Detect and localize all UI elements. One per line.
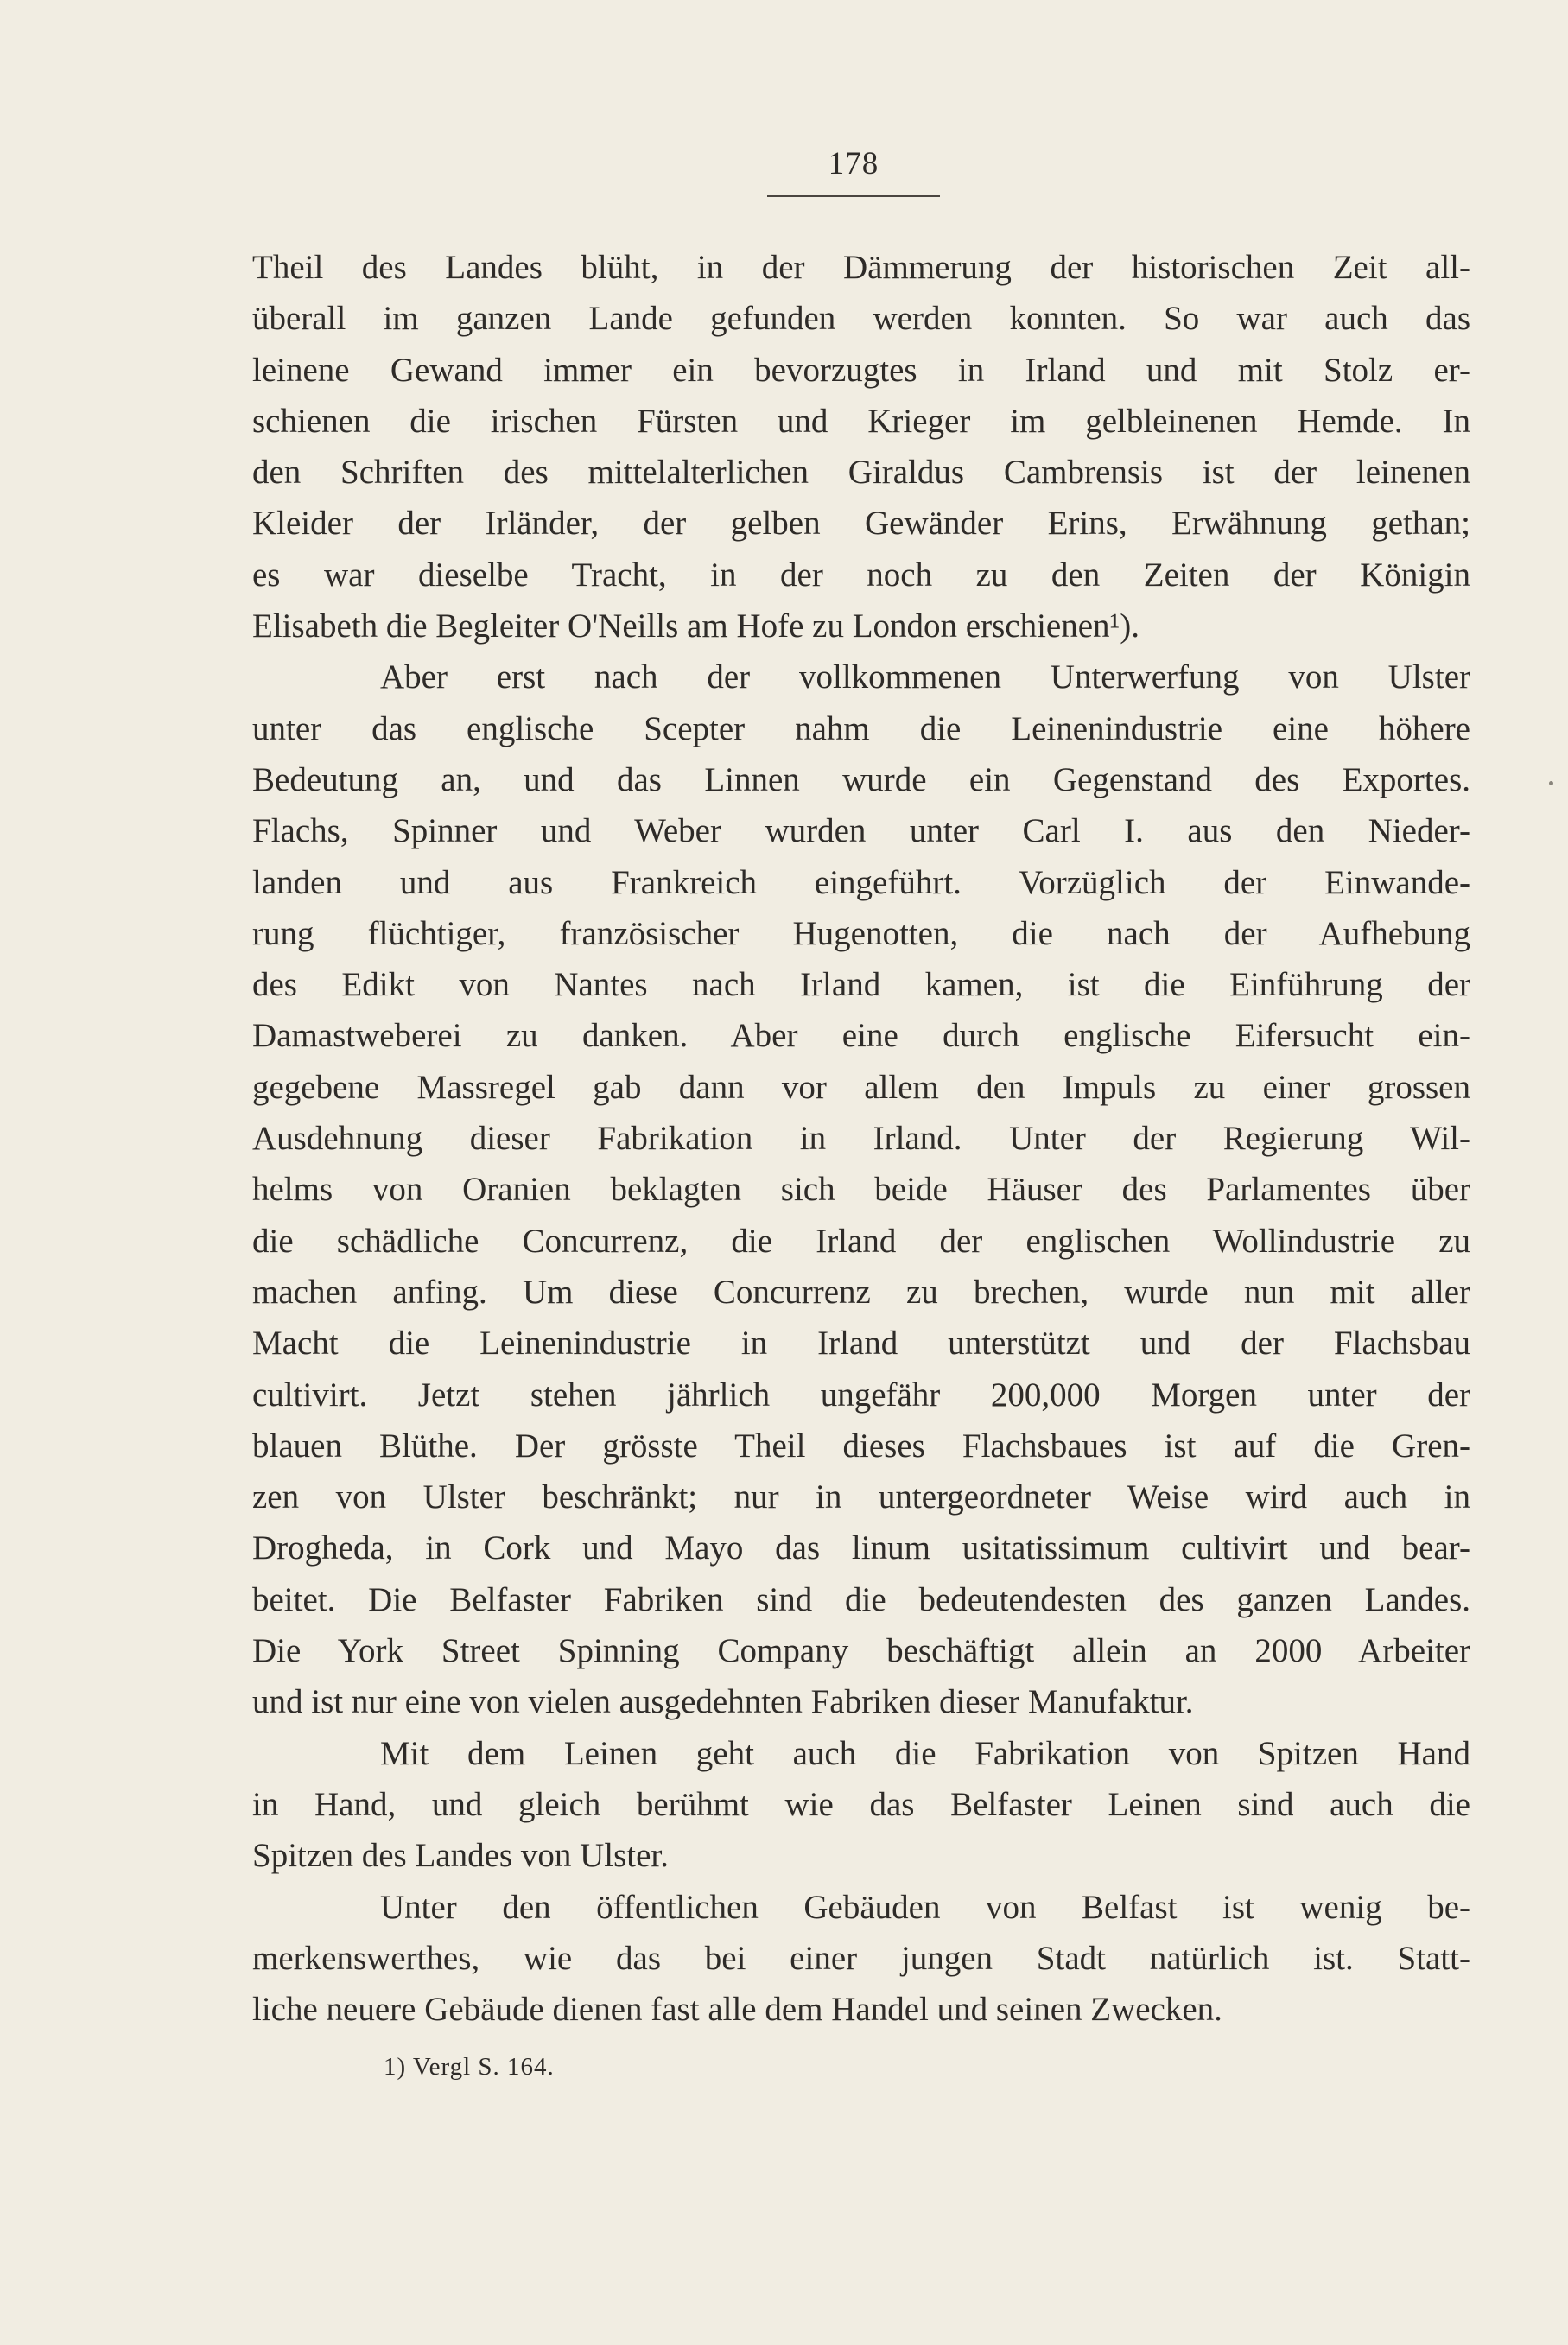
text-line: überall im ganzen Lande gefunden werden konnten. So war auch das <box>252 300 1470 338</box>
text-line: liche neuere Gebäude dienen fast alle dem Handel und seinen Zwecken. <box>252 1991 1222 2029</box>
margin-speck <box>1549 781 1553 785</box>
text-line: Bedeutung an, und das Linnen wurde ein Gegenstand des Exportes. <box>252 760 1470 798</box>
text-line: unter das englische Scepter nahm die Leinenindustrie eine höhere <box>252 709 1470 747</box>
text-line: rung flüchtiger, französischer Hugenotten, die nach der Aufhebung <box>252 914 1470 952</box>
text-line: Drogheda, in Cork und Mayo das linum usitatissimum cultivirt und bear- <box>252 1529 1470 1567</box>
text-line: Ausdehnung dieser Fabrikation in Irland. Unter der Regierung Wil- <box>252 1120 1470 1158</box>
text-line: beitet. Die Belfaster Fabriken sind die bedeutendesten des ganzen Landes. <box>252 1580 1470 1618</box>
page-number: 178 <box>828 146 879 181</box>
footnote: 1) Vergl S. 164. <box>384 2053 555 2081</box>
text-line: den Schriften des mittelalterlichen Giraldus Cambrensis ist der leinenen <box>252 454 1470 492</box>
text-line: landen und aus Frankreich eingeführt. Vorzüglich der Einwande- <box>252 863 1470 901</box>
text-line: Flachs, Spinner und Weber wurden unter Carl I. aus den Nieder- <box>252 812 1470 850</box>
text-line: des Edikt von Nantes nach Irland kamen, ist die Einführung der <box>252 966 1470 1004</box>
text-line: die schädliche Concurrenz, die Irland der englischen Wollindustrie zu <box>252 1222 1470 1260</box>
text-line: und ist nur eine von vielen ausgedehnten Fabriken dieser Manufaktur. <box>252 1683 1194 1721</box>
text-line: helms von Oranien beklagten sich beide Häuser des Parlamentes über <box>252 1171 1470 1209</box>
text-line: Aber erst nach der vollkommenen Unterwerfung von Ulster <box>380 658 1470 696</box>
text-line: gegebene Massregel gab dann vor allem den Impuls zu einer grossen <box>252 1068 1470 1106</box>
text-line: schienen die irischen Fürsten und Krieger im gelbleinenen Hemde. In <box>252 402 1470 440</box>
text-line: Macht die Leinenindustrie in Irland unterstützt und der Flachsbau <box>252 1325 1470 1363</box>
text-line: Theil des Landes blüht, in der Dämmerung der historischen Zeit all- <box>252 249 1470 286</box>
text-line: zen von Ulster beschränkt; nur in untergeordneter Weise wird auch in <box>252 1478 1470 1516</box>
text-line: Elisabeth die Begleiter O'Neills am Hofe zu London erschienen¹). <box>252 607 1139 645</box>
text-line: Die York Street Spinning Company beschäftigt allein an 2000 Arbeiter <box>252 1632 1470 1670</box>
text-line: blauen Blüthe. Der grösste Theil dieses Flachsbaues ist auf die Gren- <box>252 1427 1470 1465</box>
text-line: Damastweberei zu danken. Aber eine durch englische Eifersucht ein- <box>252 1017 1470 1055</box>
text-line: es war dieselbe Tracht, in der noch zu den Zeiten der Königin <box>252 556 1470 594</box>
text-line: machen anfing. Um diese Concurrenz zu brechen, wurde nun mit aller <box>252 1273 1470 1311</box>
body-text <box>252 242 1470 2035</box>
text-line: merkenswerthes, wie das bei einer jungen Stadt natürlich ist. Statt- <box>252 1939 1470 1977</box>
text-line: cultivirt. Jetzt stehen jährlich ungefähr 200,000 Morgen unter der <box>252 1376 1470 1414</box>
text-line: Unter den öffentlichen Gebäuden von Belfast ist wenig be- <box>380 1888 1470 1926</box>
text-line: leinene Gewand immer ein bevorzugtes in Irland und mit Stolz er- <box>252 351 1470 389</box>
text-line: Mit dem Leinen geht auch die Fabrikation von Spitzen Hand <box>380 1734 1470 1772</box>
text-line: in Hand, und gleich berühmt wie das Belfaster Leinen sind auch die <box>252 1785 1470 1823</box>
text-line: Spitzen des Landes von Ulster. <box>252 1837 669 1875</box>
text-line: Kleider der Irländer, der gelben Gewänder Erins, Erwähnung gethan; <box>252 505 1470 543</box>
header-rule <box>767 195 940 197</box>
